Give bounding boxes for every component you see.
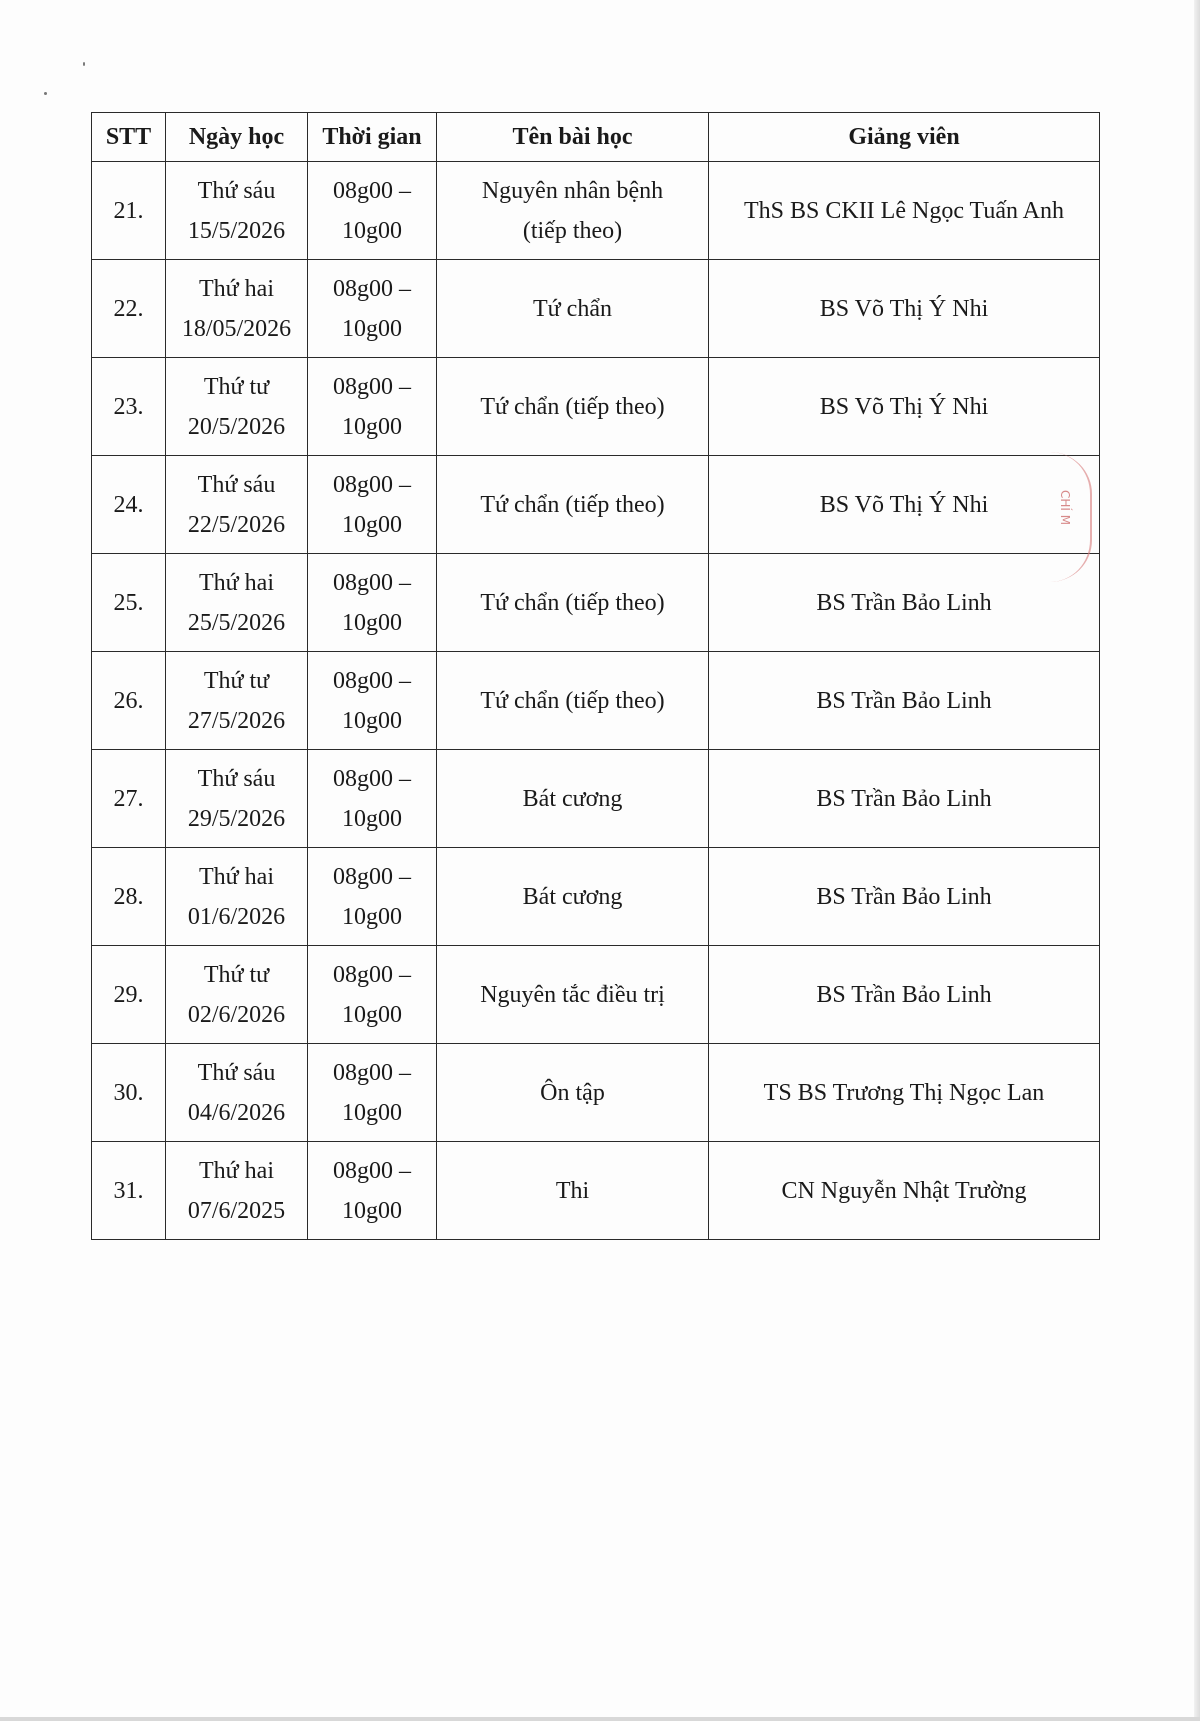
- cell-date: [166, 456, 308, 554]
- cell-weekday: Thứ tư: [203, 373, 270, 400]
- cell-stt: 30.: [92, 1044, 166, 1142]
- cell-lesson-line1: Ôn tập: [540, 1079, 605, 1106]
- cell-lecturer: BS Trần Bảo Linh: [709, 848, 1100, 946]
- cell-lesson: [437, 358, 709, 456]
- cell-lesson: [437, 1044, 709, 1142]
- header-date: Ngày học: [166, 113, 308, 162]
- cell-date-value: 01/6/2026: [187, 903, 286, 930]
- cell-date: [166, 946, 308, 1044]
- cell-date-value: 18/05/2026: [181, 315, 292, 342]
- cell-weekday: Thứ hai: [199, 569, 274, 596]
- table-row: [92, 848, 1100, 946]
- table-row: [92, 1044, 1100, 1142]
- cell-time-start: 08g00 –: [333, 667, 411, 694]
- cell-lesson-line2: (tiếp theo): [522, 217, 623, 244]
- cell-time-start: 08g00 –: [333, 275, 411, 302]
- cell-time: [308, 554, 437, 652]
- cell-time-start: 08g00 –: [333, 177, 411, 204]
- header-lesson: Tên bài học: [437, 113, 709, 162]
- cell-lesson: [437, 162, 709, 260]
- stamp-text: CHÍ M: [1058, 490, 1072, 526]
- cell-date-value: 20/5/2026: [187, 413, 286, 440]
- cell-date: [166, 358, 308, 456]
- cell-time: [308, 1142, 437, 1240]
- cell-date-value: 29/5/2026: [187, 805, 286, 832]
- cell-time: [308, 848, 437, 946]
- cell-date: [166, 1142, 308, 1240]
- cell-lecturer: BS Trần Bảo Linh: [709, 946, 1100, 1044]
- cell-weekday: Thứ sáu: [197, 765, 276, 792]
- cell-time: [308, 750, 437, 848]
- cell-time-start: 08g00 –: [333, 373, 411, 400]
- cell-weekday: Thứ tư: [203, 961, 270, 988]
- cell-date: [166, 652, 308, 750]
- cell-time: [308, 162, 437, 260]
- table-header-row: [92, 113, 1100, 162]
- cell-time: [308, 652, 437, 750]
- table-row: [92, 162, 1100, 260]
- cell-lesson-line1: Tứ chẩn (tiếp theo): [480, 687, 665, 714]
- cell-lesson: [437, 456, 709, 554]
- cell-lecturer: BS Trần Bảo Linh: [709, 652, 1100, 750]
- scan-edge-bottom: [0, 1717, 1200, 1721]
- table-row: [92, 1142, 1100, 1240]
- cell-time-end: 10g00: [342, 217, 402, 244]
- scan-speck: [44, 92, 47, 95]
- cell-time-end: 10g00: [342, 315, 402, 342]
- cell-lesson-line1: Nguyên nhân bệnh: [481, 177, 664, 204]
- cell-time-start: 08g00 –: [333, 1157, 411, 1184]
- cell-time: [308, 946, 437, 1044]
- cell-lecturer: BS Võ Thị Ý Nhi: [709, 260, 1100, 358]
- cell-lecturer: CN Nguyễn Nhật Trường: [709, 1142, 1100, 1240]
- scan-edge-right: [1194, 0, 1200, 1721]
- cell-lesson-line1: Tứ chẩn (tiếp theo): [480, 393, 665, 420]
- header-time: Thời gian: [308, 113, 437, 162]
- table-row: [92, 652, 1100, 750]
- cell-lesson-line1: Tứ chẩn (tiếp theo): [480, 491, 665, 518]
- cell-date: [166, 554, 308, 652]
- table-body: [92, 162, 1100, 1240]
- cell-lecturer: BS Võ Thị Ý Nhi: [709, 456, 1100, 554]
- cell-stt: 25.: [92, 554, 166, 652]
- cell-lesson: [437, 1142, 709, 1240]
- cell-time-end: 10g00: [342, 413, 402, 440]
- table-row: [92, 358, 1100, 456]
- cell-stt: 29.: [92, 946, 166, 1044]
- cell-time-start: 08g00 –: [333, 471, 411, 498]
- cell-time-start: 08g00 –: [333, 569, 411, 596]
- cell-time-end: 10g00: [342, 1197, 402, 1224]
- table-row: [92, 456, 1100, 554]
- cell-time-end: 10g00: [342, 511, 402, 538]
- cell-date-value: 22/5/2026: [187, 511, 286, 538]
- cell-weekday: Thứ hai: [199, 275, 274, 302]
- scan-speck: [83, 62, 85, 66]
- cell-date-value: 15/5/2026: [187, 217, 286, 244]
- cell-stt: 31.: [92, 1142, 166, 1240]
- cell-lesson-line1: Bát cương: [522, 785, 623, 812]
- cell-lesson: [437, 652, 709, 750]
- cell-stt: 26.: [92, 652, 166, 750]
- cell-time-start: 08g00 –: [333, 961, 411, 988]
- cell-weekday: Thứ sáu: [197, 1059, 276, 1086]
- cell-time-end: 10g00: [342, 805, 402, 832]
- cell-lesson-line1: Bát cương: [522, 883, 623, 910]
- header-stt: STT: [92, 113, 166, 162]
- cell-time: [308, 260, 437, 358]
- cell-date-value: 07/6/2025: [187, 1197, 286, 1224]
- cell-lesson: [437, 848, 709, 946]
- cell-date-value: 02/6/2026: [187, 1001, 286, 1028]
- cell-stt: 22.: [92, 260, 166, 358]
- cell-weekday: Thứ hai: [199, 1157, 274, 1184]
- table-row: [92, 554, 1100, 652]
- table-row: [92, 750, 1100, 848]
- cell-date: [166, 260, 308, 358]
- cell-time: [308, 358, 437, 456]
- cell-weekday: Thứ tư: [203, 667, 270, 694]
- cell-weekday: Thứ hai: [199, 863, 274, 890]
- cell-lecturer: BS Trần Bảo Linh: [709, 750, 1100, 848]
- cell-date: [166, 1044, 308, 1142]
- cell-lesson: [437, 260, 709, 358]
- cell-time-start: 08g00 –: [333, 765, 411, 792]
- cell-stt: 21.: [92, 162, 166, 260]
- cell-lesson: [437, 946, 709, 1044]
- cell-lecturer: ThS BS CKII Lê Ngọc Tuấn Anh: [709, 162, 1100, 260]
- cell-date-value: 25/5/2026: [187, 609, 286, 636]
- cell-time-end: 10g00: [342, 707, 402, 734]
- cell-time-end: 10g00: [342, 609, 402, 636]
- cell-lesson: [437, 554, 709, 652]
- table-row: [92, 260, 1100, 358]
- schedule-table: [91, 112, 1100, 1240]
- cell-lesson-line1: Nguyên tắc điều trị: [480, 981, 665, 1008]
- cell-stt: 27.: [92, 750, 166, 848]
- cell-time-end: 10g00: [342, 1099, 402, 1126]
- cell-time-end: 10g00: [342, 903, 402, 930]
- cell-date: [166, 162, 308, 260]
- cell-stt: 24.: [92, 456, 166, 554]
- cell-time: [308, 1044, 437, 1142]
- cell-date: [166, 848, 308, 946]
- cell-stt: 23.: [92, 358, 166, 456]
- cell-date-value: 04/6/2026: [187, 1099, 286, 1126]
- cell-date: [166, 750, 308, 848]
- cell-lesson-line1: Tứ chẩn (tiếp theo): [480, 589, 665, 616]
- cell-lesson-line1: Thi: [555, 1177, 590, 1204]
- cell-lesson-line1: Tứ chẩn: [533, 295, 612, 322]
- cell-weekday: Thứ sáu: [197, 177, 276, 204]
- cell-time-end: 10g00: [342, 1001, 402, 1028]
- cell-stt: 28.: [92, 848, 166, 946]
- header-lecturer: Giảng viên: [709, 113, 1100, 162]
- cell-lecturer: BS Võ Thị Ý Nhi: [709, 358, 1100, 456]
- cell-time: [308, 456, 437, 554]
- cell-lecturer: BS Trần Bảo Linh: [709, 554, 1100, 652]
- cell-date-value: 27/5/2026: [187, 707, 286, 734]
- cell-lesson: [437, 750, 709, 848]
- cell-time-start: 08g00 –: [333, 863, 411, 890]
- table-row: [92, 946, 1100, 1044]
- cell-lecturer: TS BS Trương Thị Ngọc Lan: [709, 1044, 1100, 1142]
- cell-time-start: 08g00 –: [333, 1059, 411, 1086]
- cell-weekday: Thứ sáu: [197, 471, 276, 498]
